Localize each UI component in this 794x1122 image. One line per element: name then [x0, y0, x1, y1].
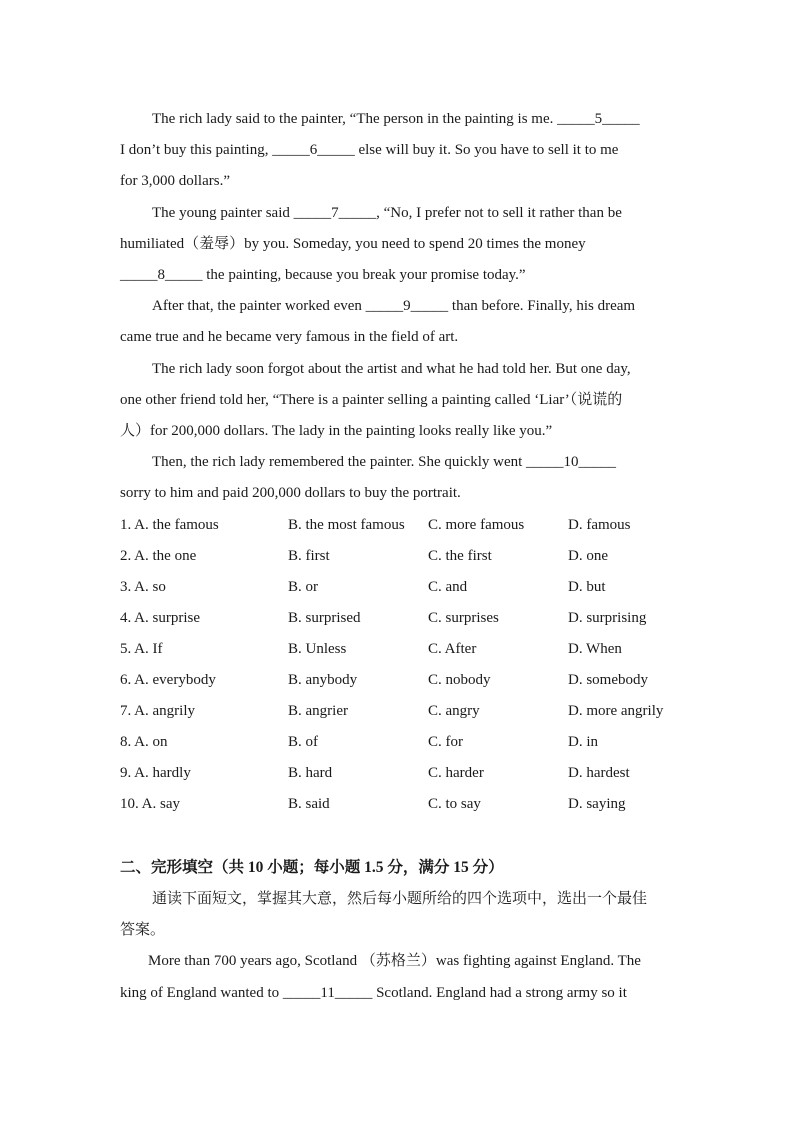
option-b: B. the most famous — [288, 517, 405, 533]
option-a: 6. A. everybody — [120, 672, 216, 688]
option-a: 1. A. the famous — [120, 517, 219, 533]
option-c: C. the first — [428, 548, 492, 564]
option-d: D. famous — [568, 517, 631, 533]
text-line: for 3,000 dollars.” — [120, 173, 230, 190]
question-options-row — [120, 696, 700, 727]
text-line: The rich lady soon forgot about the artist and what he had told her. But one day, — [152, 360, 631, 377]
passage-paragraph — [120, 946, 680, 1008]
passage-paragraph — [120, 291, 680, 353]
option-d: D. more angrily — [568, 703, 664, 719]
text-line: king of England wanted to _____11_____ Scotland. England had a strong army so it — [120, 984, 627, 1001]
option-b: B. hard — [288, 765, 333, 781]
question-options-row — [120, 727, 700, 758]
question-options-row — [120, 510, 700, 541]
option-c: C. angry — [428, 703, 480, 719]
option-c: C. for — [428, 734, 463, 750]
question-options-row — [120, 572, 700, 603]
option-c: C. and — [428, 579, 468, 595]
option-c: C. surprises — [428, 610, 499, 626]
text-line: one other friend told her, “There is a painter selling a painting called ‘Liar’（说谎的 — [120, 391, 623, 408]
question-options-row — [120, 789, 700, 820]
option-d: D. saying — [568, 796, 626, 812]
text-line: 通读下面短文，掌握其大意，然后每小题所给的四个选项中，选出一个最佳 — [152, 891, 648, 907]
option-b: B. said — [288, 796, 330, 812]
text-line: came true and he became very famous in the field of art. — [120, 329, 459, 346]
text-line: Then, the rich lady remembered the painter. She quickly went _____10_____ — [152, 454, 617, 471]
question-options-row — [120, 758, 700, 789]
option-d: D. in — [568, 734, 598, 750]
option-b: B. surprised — [288, 610, 361, 626]
instructions-paragraph — [120, 884, 680, 946]
passage-paragraph — [120, 447, 680, 509]
option-c: C. to say — [428, 796, 481, 812]
text-line: humiliated（羞辱）by you. Someday, you need to spend 20 times the money — [120, 235, 586, 252]
option-b: B. anybody — [288, 672, 358, 688]
option-a: 9. A. hardly — [120, 765, 191, 781]
question-options-row — [120, 541, 700, 572]
option-b: B. first — [288, 548, 330, 564]
text-line: 人）for 200,000 dollars. The lady in the painting looks really like you.” — [120, 423, 553, 439]
option-b: B. of — [288, 734, 318, 750]
text-line: The rich lady said to the painter, “The person in the painting is me. _____5_____ — [152, 111, 640, 127]
option-d: D. but — [568, 579, 606, 595]
text-line: 答案。 — [120, 922, 166, 939]
option-c: C. After — [428, 641, 477, 657]
option-a: 7. A. angrily — [120, 703, 195, 719]
option-b: B. or — [288, 579, 318, 595]
option-a: 8. A. on — [120, 734, 168, 750]
option-c: C. harder — [428, 765, 484, 781]
text-line: sorry to him and paid 200,000 dollars to buy the portrait. — [120, 485, 461, 502]
option-a: 10. A. say — [120, 796, 180, 812]
option-d: D. somebody — [568, 672, 648, 688]
option-c: C. nobody — [428, 672, 491, 688]
option-d: D. hardest — [568, 765, 630, 781]
option-d: D. one — [568, 548, 608, 564]
section-heading: 二、完形填空（共 10 小题；每小题 1.5 分，满分 15 分） — [120, 859, 504, 876]
option-a: 4. A. surprise — [120, 610, 200, 626]
text-line: I don’t buy this painting, _____6_____ else will buy it. So you have to sell it to me — [120, 142, 619, 159]
text-line: _____8_____ the painting, because you break your promise today.” — [120, 267, 526, 283]
option-c: C. more famous — [428, 517, 525, 533]
passage-paragraph — [120, 354, 680, 448]
passage-paragraph — [120, 198, 680, 292]
option-d: D. surprising — [568, 610, 647, 626]
option-b: B. Unless — [288, 641, 347, 657]
option-b: B. angrier — [288, 703, 348, 719]
text-line: The young painter said _____7_____, “No, I prefer not to sell it rather than be — [152, 204, 622, 221]
option-a: 3. A. so — [120, 579, 166, 595]
question-options-row — [120, 603, 700, 634]
option-a: 5. A. If — [120, 641, 163, 657]
question-options-row — [120, 665, 700, 696]
option-d: D. When — [568, 641, 622, 657]
passage-paragraph — [120, 104, 680, 198]
question-options-row — [120, 634, 700, 665]
text-line: More than 700 years ago, Scotland （苏格兰）was fighting against England. The — [148, 953, 641, 970]
text-line: After that, the painter worked even _____9_____ than before. Finally, his dream — [152, 298, 636, 315]
option-a: 2. A. the one — [120, 548, 197, 564]
